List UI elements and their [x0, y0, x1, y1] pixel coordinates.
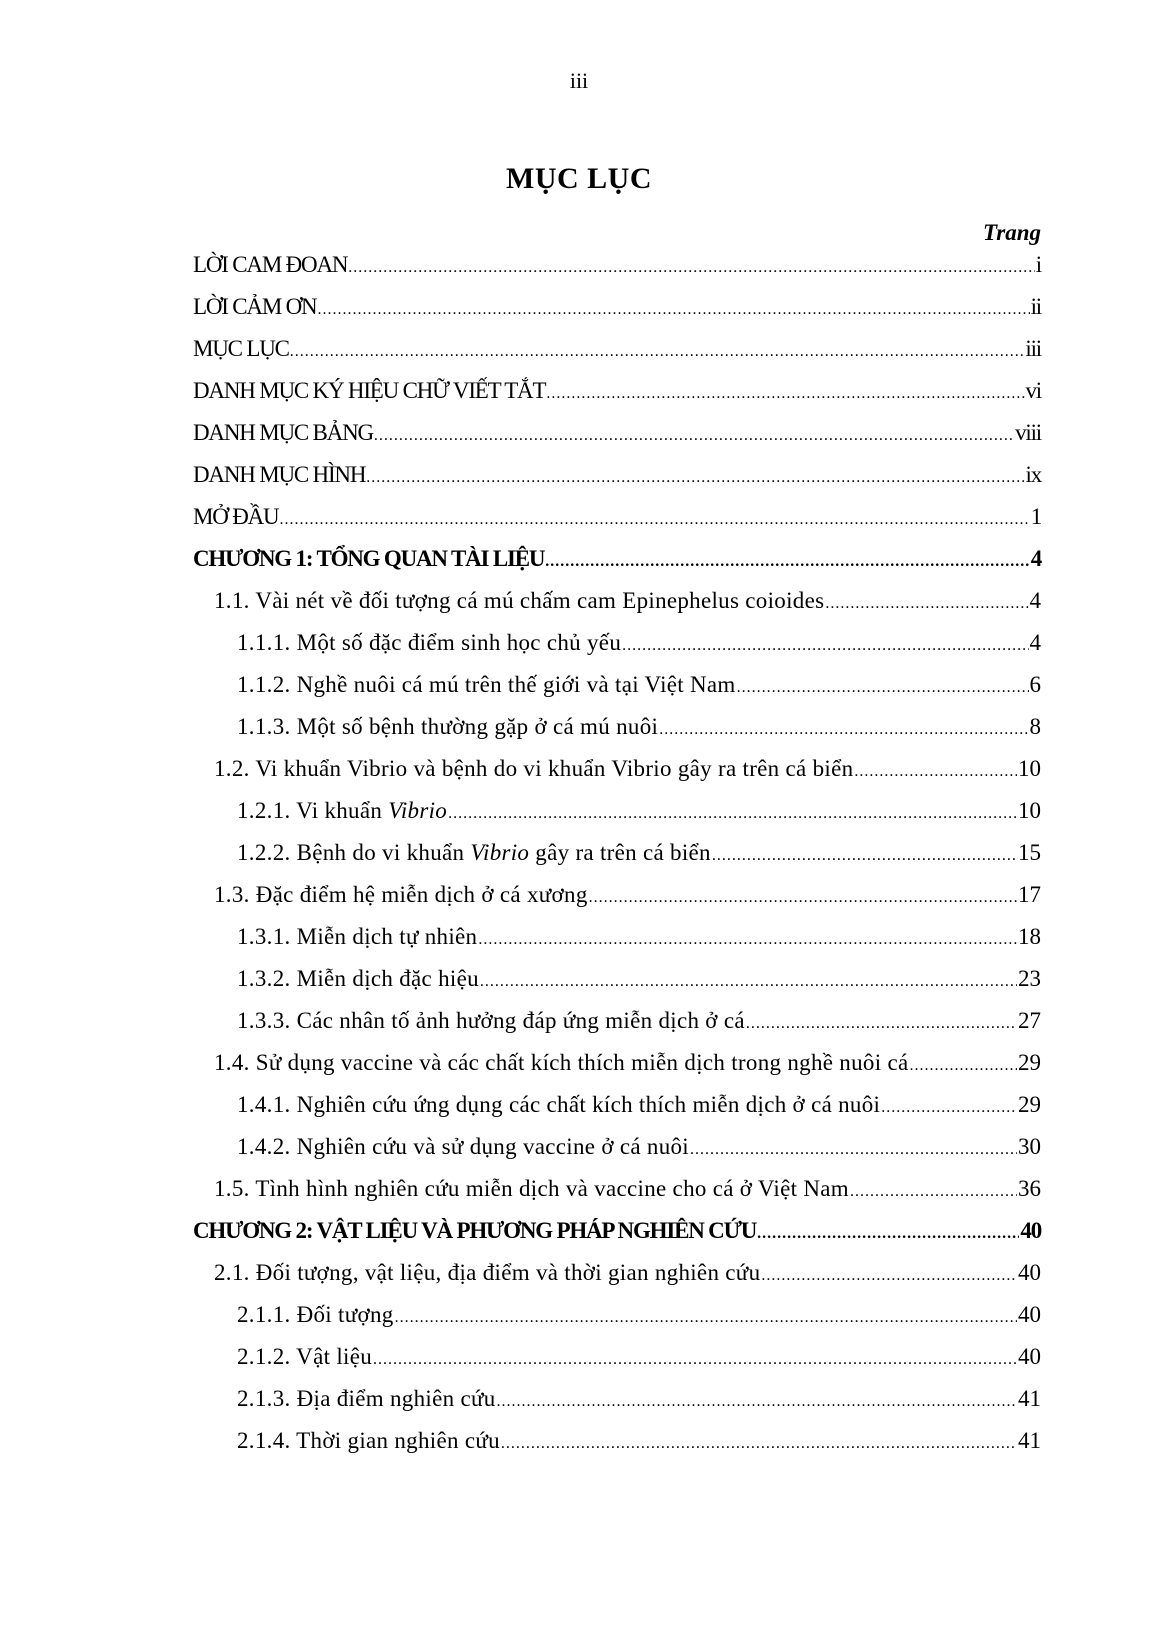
- toc-section[interactable]: 2.1. Đối tượng, vật liệu, địa điểm và thời gian nghiên cứu ..... 40: [214, 1260, 1041, 1290]
- page-column-label: Trang: [983, 220, 1041, 245]
- toc-entry[interactable]: DANH MỤC HÌNH ..... ix: [193, 462, 1041, 492]
- toc-subsection[interactable]: 2.1.4. Thời gian nghiên cứu ..... 41: [237, 1428, 1041, 1458]
- page-number: iii: [569, 68, 589, 93]
- toc-section[interactable]: 1.5. Tình hình nghiên cứu miễn dịch và vaccine cho cá ở Việt Nam ..... 36: [214, 1176, 1041, 1206]
- toc-subsection[interactable]: 2.1.1. Đối tượng ..... 40: [237, 1302, 1041, 1332]
- toc-subsection[interactable]: 1.1.2. Nghề nuôi cá mú trên thế giới và tại Việt Nam ..... 6: [237, 672, 1041, 702]
- toc-subsection[interactable]: 2.1.2. Vật liệu ..... 40: [237, 1344, 1041, 1374]
- toc-subsection[interactable]: 1.3.1. Miễn dịch tự nhiên ..... 18: [237, 924, 1041, 954]
- toc-subsection[interactable]: 1.3.3. Các nhân tố ảnh hưởng đáp ứng miễn dịch ở cá ..... 27: [237, 1008, 1041, 1038]
- toc-subsection[interactable]: 1.4.2. Nghiên cứu và sử dụng vaccine ở cá nuôi ..... 30: [237, 1134, 1041, 1164]
- toc-entry[interactable]: DANH MỤC BẢNG ..... viii: [193, 420, 1041, 450]
- toc-subsection[interactable]: 1.1.1. Một số đặc điểm sinh học chủ yếu ..... 4: [237, 630, 1041, 660]
- toc-entry[interactable]: LỜI CẢM ƠN ..... ii: [193, 294, 1041, 324]
- toc-section[interactable]: 1.2. Vi khuẩn Vibrio và bệnh do vi khuẩn Vibrio gây ra trên cá biển ..... 10: [214, 756, 1041, 786]
- toc-chapter[interactable]: CHƯƠNG 1: TỔNG QUAN TÀI LIỆU ..... 4: [193, 546, 1041, 576]
- toc-chapter[interactable]: CHƯƠNG 2: VẬT LIỆU VÀ PHƯƠNG PHÁP NGHIÊN CỨU ..... 40: [193, 1218, 1041, 1248]
- page-title: MỤC LỤC: [506, 162, 652, 195]
- toc-subsection[interactable]: 1.2.1. Vi khuẩn Vibrio ..... 10: [237, 798, 1041, 828]
- toc-section[interactable]: 1.1. Vài nét về đối tượng cá mú chấm cam Epinephelus coioides ..... 4: [214, 588, 1041, 618]
- toc-subsection[interactable]: 2.1.3. Địa điểm nghiên cứu ..... 41: [237, 1386, 1041, 1416]
- toc-entry[interactable]: DANH MỤC KÝ HIỆU CHỮ VIẾT TẮT ..... vi: [193, 378, 1041, 408]
- toc-section[interactable]: 1.3. Đặc điểm hệ miễn dịch ở cá xương ..... 17: [214, 882, 1041, 912]
- toc-entry[interactable]: MỞ ĐẦU ..... 1: [193, 504, 1041, 534]
- toc-subsection[interactable]: 1.2.2. Bệnh do vi khuẩn Vibrio gây ra trên cá biển ..... 15: [237, 840, 1041, 870]
- toc-subsection[interactable]: 1.1.3. Một số bệnh thường gặp ở cá mú nuôi ..... 8: [237, 714, 1041, 744]
- toc-subsection[interactable]: 1.3.2. Miễn dịch đặc hiệu ..... 23: [237, 966, 1041, 996]
- toc-subsection[interactable]: 1.4.1. Nghiên cứu ứng dụng các chất kích thích miễn dịch ở cá nuôi ..... 29: [237, 1092, 1041, 1122]
- toc-entry[interactable]: LỜI CAM ĐOAN ..... i: [193, 252, 1041, 282]
- toc-entry[interactable]: MỤC LỤC ..... iii: [193, 336, 1041, 366]
- toc-section[interactable]: 1.4. Sử dụng vaccine và các chất kích thích miễn dịch trong nghề nuôi cá ..... 29: [214, 1050, 1041, 1080]
